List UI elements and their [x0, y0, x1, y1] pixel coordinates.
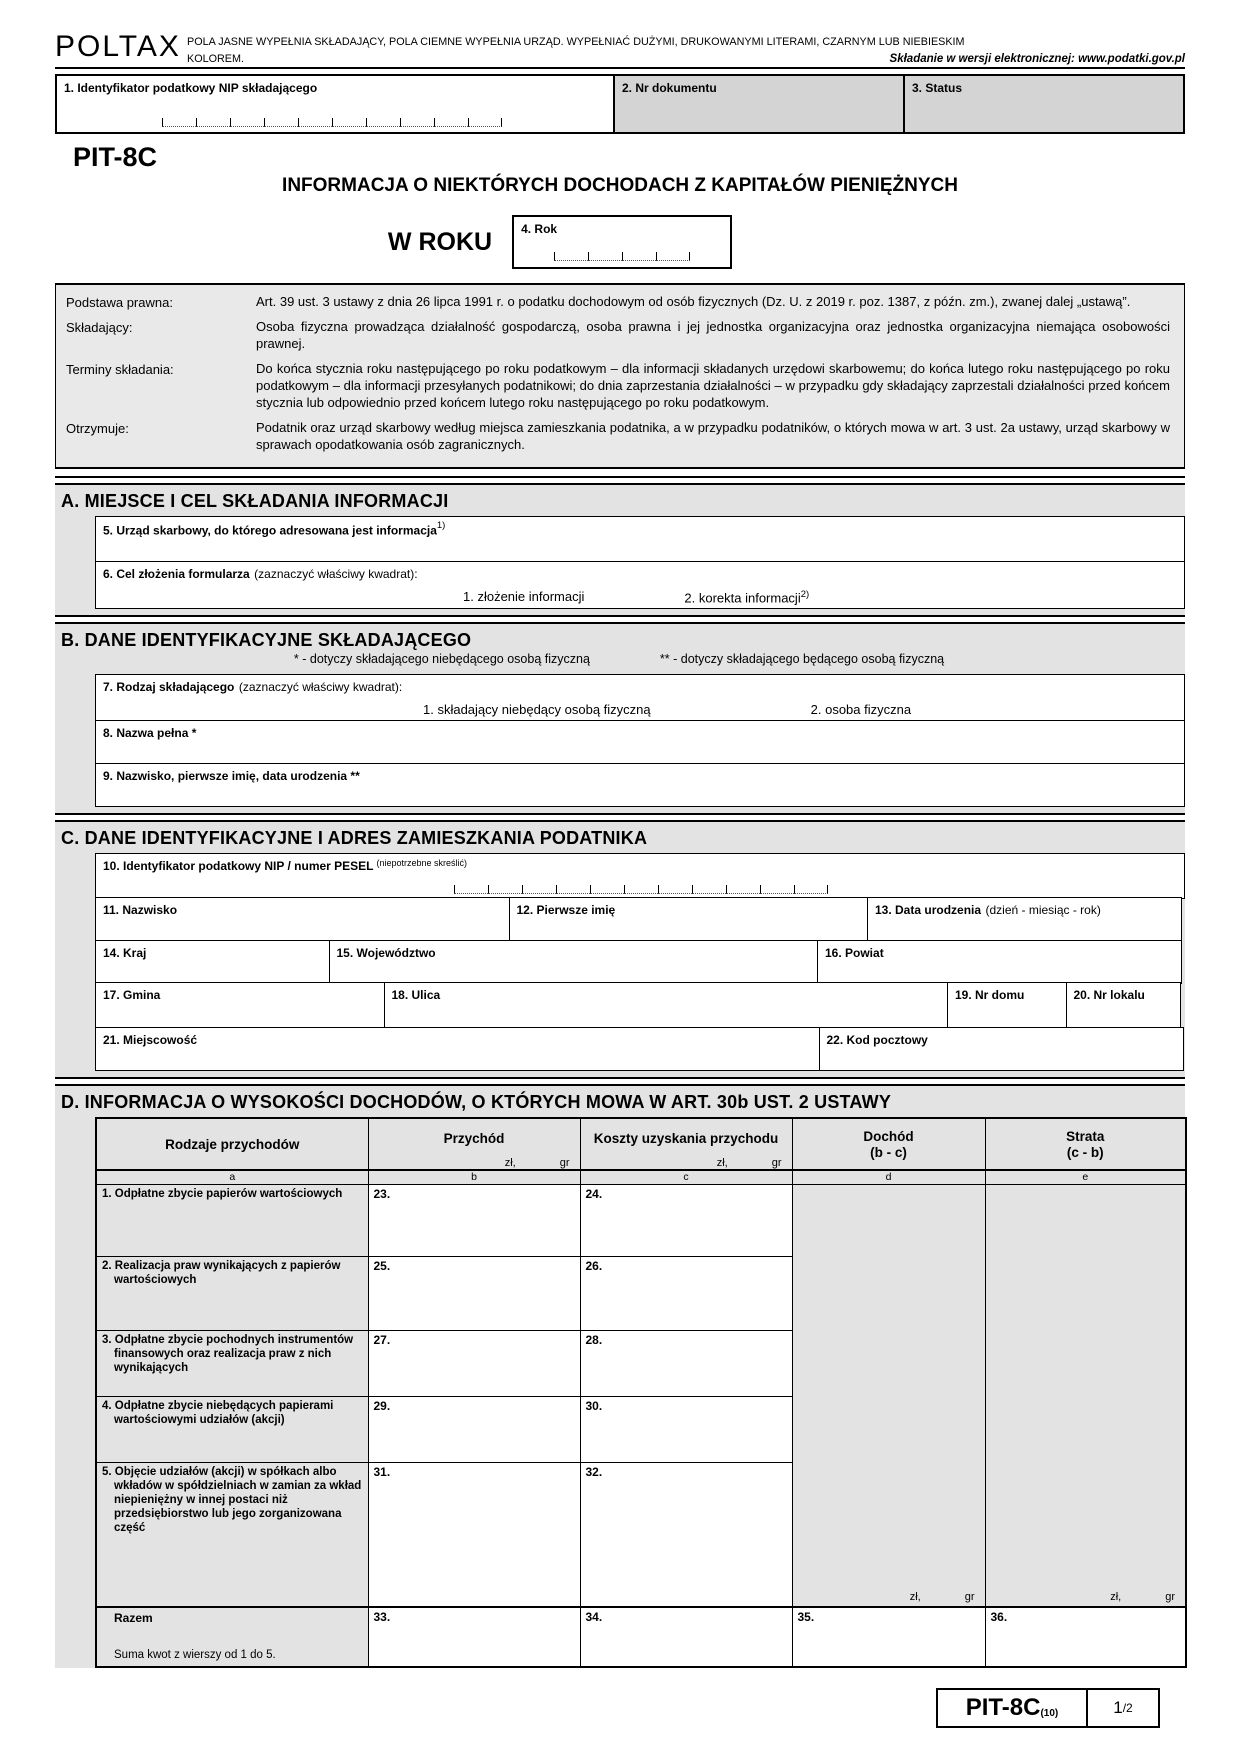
section-a-body	[55, 516, 1185, 615]
row-3-label: 3. Odpłatne zbycie pochodnych instrumentów finansowych oraz realizacja praw z nich wynikających	[96, 1331, 368, 1397]
field-20-apartment-number[interactable]	[1066, 982, 1181, 1028]
row-4-label: 4. Odpłatne zbycie niebędących papierami wartościowymi udziałów (akcji)	[96, 1397, 368, 1463]
legal-info-box	[55, 283, 1185, 469]
section-c	[55, 822, 1185, 1077]
section-c-header	[55, 822, 1185, 853]
table-row	[96, 1185, 1186, 1257]
field-19-house-number[interactable]	[947, 982, 1067, 1028]
address-row-4	[95, 1027, 1185, 1071]
legal-label: Podstawa prawna:	[66, 295, 173, 311]
legal-label: Otrzymuje:	[66, 420, 129, 436]
option-not-natural-person[interactable]: 1. składający niebędący osobą fizyczną	[423, 701, 651, 717]
field-14-label: 14. Kraj	[103, 945, 147, 960]
column-letter-row	[96, 1170, 1186, 1185]
field-5-tax-office[interactable]	[95, 516, 1185, 562]
field-10-hint: (niepotrzebne skreślić)	[376, 857, 468, 868]
section-d-title: D. INFORMACJA O WYSOKOŚCI DOCHODÓW, O KTÓRYCH MOWA W ART. 30b UST. 2 USTAWY	[61, 1091, 892, 1112]
cell-28[interactable]: 28.	[580, 1331, 792, 1397]
footer-version: (10)	[1040, 1708, 1059, 1719]
field-14-country[interactable]	[95, 940, 330, 984]
section-d	[55, 1086, 1185, 1668]
field-9-surname-firstname-birthdate[interactable]	[95, 763, 1185, 807]
page-current: 1	[1113, 1698, 1123, 1717]
total-label: Razem	[114, 1610, 153, 1625]
double-rule	[55, 67, 1185, 76]
page-total: /2	[1122, 1701, 1133, 1715]
legal-row	[66, 361, 1170, 412]
field-5-footnote: 1)	[436, 520, 446, 532]
total-row-label-cell	[96, 1607, 368, 1667]
cell-29[interactable]: 29.	[368, 1397, 580, 1463]
address-row-2	[95, 940, 1185, 984]
field-21-town[interactable]	[95, 1027, 820, 1071]
col-header-revenue-types: Rodzaje przychodów	[96, 1118, 368, 1170]
gr-label: gr	[559, 1156, 570, 1169]
section-d-body	[55, 1117, 1185, 1668]
total-sublabel: Suma kwot z wierszy od 1 do 5.	[114, 1649, 276, 1662]
footer-page-number	[1088, 1690, 1158, 1726]
field-6-purpose	[95, 561, 1185, 609]
letter-a: a	[96, 1170, 368, 1185]
field-22-label: 22. Kod pocztowy	[826, 1032, 928, 1047]
cell-36[interactable]: 36.	[985, 1607, 1186, 1667]
field-6-label: 6. Cel złożenia formularza	[103, 566, 250, 581]
section-a	[55, 485, 1185, 615]
section-a-header	[55, 485, 1185, 516]
section-b	[55, 624, 1185, 813]
row-5-label: 5. Objęcie udziałów (akcji) w spółkach albo wkładów w spółdzielniach w zamian za wkład niepieniężny w innej postaci niż przedsiębiorstwo lub jego zorganizowana część	[96, 1463, 368, 1607]
year-prefix: W ROKU	[387, 227, 493, 256]
note-double-star: ** - dotyczy składającego będącego osobą fizyczną	[659, 651, 945, 666]
loss-merged-cell	[985, 1185, 1186, 1607]
zl-label: zł,	[716, 1156, 728, 1169]
nip-field[interactable]	[57, 76, 613, 132]
legal-text: Art. 39 ust. 3 ustawy z dnia 26 lipca 1991 r. o podatku dochodowym od osób fizycznych (Dz. U. z 2019 r. poz. 1387, z późn. zm.), zwanej dalej „ustawą”.	[256, 294, 1131, 310]
cell-32[interactable]: 32.	[580, 1463, 792, 1607]
form-title: INFORMACJA O NIEKTÓRYCH DOCHODACH Z KAPITAŁÓW PIENIĘŻNYCH	[282, 175, 958, 197]
zl-label: zł,	[504, 1156, 516, 1169]
field-13-label: 13. Data urodzenia	[875, 903, 982, 918]
field-11-label: 11. Nazwisko	[103, 903, 178, 918]
instructions-line2: KOLOREM.	[187, 52, 244, 65]
field-5-label: 5. Urząd skarbowy, do którego adresowana jest informacja	[103, 523, 437, 538]
legal-text: Do końca stycznia roku następującego po roku podatkowym – dla informacji składanych urzędowi skarbowemu; do końca lutego roku następującego po roku podatkowym – dla informacji przesyłanych podatnikowi; do dnia zaprzestania działalności – w przypadku gdy składający zaprzestali działalności przed końcem stycznia lub odpowiednio przed końcem lutego roku następującego po roku podatkowym.	[256, 360, 1170, 410]
address-row-3	[95, 982, 1185, 1028]
double-rule	[55, 813, 1185, 822]
field-21-label: 21. Miejscowość	[103, 1032, 198, 1047]
footer-code-text: PIT-8C	[965, 1694, 1041, 1721]
field-22-postal-code[interactable]	[819, 1027, 1184, 1071]
legal-text: Osoba fizyczna prowadząca działalność gospodarczą, osoba prawna i jej jednostka organizacyjna oraz jednostka organizacyjna niemająca osobowości prawnej.	[256, 319, 1170, 352]
option-zlozenie-informacji[interactable]: 1. złożenie informacji	[463, 588, 585, 604]
letter-b: b	[368, 1170, 580, 1185]
field-20-label: 20. Nr lokalu	[1073, 988, 1145, 1003]
col-header-costs: Koszty uzyskania przychodu zł, gr	[580, 1118, 792, 1170]
instructions-line1: POLA JASNE WYPEŁNIA SKŁADAJĄCY, POLA CIEMNE WYPEŁNIA URZĄD. WYPEŁNIAĆ DUŻYMI, DRUKOWANYMI LITERAMI, CZARNYM LUB NIEBIESKIM	[187, 36, 965, 48]
income-merged-cell	[792, 1185, 985, 1607]
cell-35[interactable]: 35.	[792, 1607, 985, 1667]
cell-26[interactable]: 26.	[580, 1257, 792, 1331]
row-1-label: 1. Odpłatne zbycie papierów wartościowych	[96, 1185, 368, 1257]
cell-34[interactable]: 34.	[580, 1607, 792, 1667]
year-field-label: 4. Rok	[521, 222, 558, 237]
address-row-1	[95, 897, 1185, 941]
year-comb-input[interactable]	[554, 252, 690, 261]
legal-text: Podatnik oraz urząd skarbowy według miejsca zamieszkania podatnika, a w przypadku podatników, o których mowa w art. 3 ust. 2a ustawy, urząd skarbowy w sprawach opodatkowania osób zagranicznych.	[256, 419, 1170, 452]
field-17-commune[interactable]	[95, 982, 385, 1028]
row-2-label: 2. Realizacja praw wynikających z papierów wartościowych	[96, 1257, 368, 1331]
footer-form-code	[938, 1690, 1088, 1726]
field-11-surname[interactable]	[95, 897, 510, 941]
nip-field-label: 1. Identyfikator podatkowy NIP składającego	[64, 81, 318, 96]
gr-label: gr	[964, 1590, 975, 1603]
letter-e: e	[985, 1170, 1186, 1185]
form-header	[55, 30, 1185, 67]
cell-33[interactable]: 33.	[368, 1607, 580, 1667]
col-header-revenue: Przychód zł, gr	[368, 1118, 580, 1170]
doc-number-label: 2. Nr dokumentu	[622, 81, 717, 96]
field-7-filer-type	[95, 674, 1185, 722]
total-row	[96, 1607, 1186, 1667]
letter-d: d	[792, 1170, 985, 1185]
field-13-birth-date[interactable]	[867, 897, 1182, 941]
col-header-loss: Strata (c - b)	[985, 1118, 1186, 1170]
gr-label: gr	[771, 1156, 782, 1169]
field-19-label: 19. Nr domu	[955, 988, 1025, 1003]
gr-label: gr	[1165, 1590, 1175, 1603]
legal-label: Terminy składania:	[66, 361, 174, 377]
efiling-note: Składanie w wersji elektronicznej: www.podatki.gov.pl	[889, 52, 1185, 65]
field-15-label: 15. Województwo	[336, 945, 436, 960]
legal-row	[66, 420, 1170, 454]
field-7-label: 7. Rodzaj składającego	[103, 679, 235, 694]
year-row	[55, 215, 1065, 269]
section-b-notes	[61, 651, 1177, 670]
legal-row	[66, 294, 1170, 311]
field-8-label: 8. Nazwa pełna *	[103, 726, 197, 741]
section-d-header	[55, 1086, 1185, 1117]
cell-23[interactable]: 23.	[368, 1185, 580, 1257]
cell-24[interactable]: 24.	[580, 1185, 792, 1257]
field-7-hint: (zaznaczyć właściwy kwadrat):	[238, 679, 403, 694]
year-field[interactable]	[512, 215, 732, 269]
top-field-row	[55, 76, 1185, 134]
field-13-hint: (dzień - miesiąc - rok)	[985, 903, 1101, 918]
page-footer-box	[936, 1688, 1160, 1728]
form-code-title: PIT-8C	[73, 142, 158, 173]
double-rule	[55, 1077, 1185, 1086]
legal-label: Składający:	[66, 320, 133, 336]
field-10-nip-pesel[interactable]	[95, 853, 1185, 899]
income-table	[95, 1117, 1187, 1668]
field-8-full-name[interactable]	[95, 720, 1185, 764]
income-table-header-row	[96, 1118, 1186, 1170]
header-instructions	[187, 30, 1185, 67]
field-18-label: 18. Ulica	[391, 988, 441, 1003]
section-b-body	[55, 674, 1185, 813]
field-10-label: 10. Identyfikator podatkowy NIP / numer PESEL	[103, 858, 374, 873]
field-15-voivodeship[interactable]	[329, 940, 819, 984]
doc-number-field	[613, 76, 903, 132]
poltax-logo: POLTAX	[55, 30, 181, 63]
option-korekta-footnote: 2)	[800, 588, 810, 600]
zl-label: zł,	[1110, 1590, 1122, 1603]
status-field	[903, 76, 1183, 132]
cell-25[interactable]: 25.	[368, 1257, 580, 1331]
nip-comb-input[interactable]	[162, 118, 502, 127]
letter-c: c	[580, 1170, 792, 1185]
option-natural-person[interactable]: 2. osoba fizyczna	[810, 701, 912, 717]
field-16-label: 16. Powiat	[825, 945, 884, 960]
status-label: 3. Status	[912, 81, 963, 96]
legal-row	[66, 319, 1170, 353]
section-c-title: C. DANE IDENTYFIKACYJNE I ADRES ZAMIESZKANIA PODATNIKA	[61, 827, 648, 848]
field-18-street[interactable]	[384, 982, 949, 1028]
option-korekta-label: 2. korekta informacji	[684, 590, 801, 606]
cell-30[interactable]: 30.	[580, 1397, 792, 1463]
field-12-label: 12. Pierwsze imię	[516, 903, 616, 918]
field-6-hint: (zaznaczyć właściwy kwadrat):	[254, 566, 418, 581]
option-korekta-informacji[interactable]	[684, 589, 809, 605]
double-rule	[55, 615, 1185, 624]
field-9-label: 9. Nazwisko, pierwsze imię, data urodzenia **	[103, 768, 360, 783]
note-single-star: * - dotyczy składającego niebędącego osobą fizyczną	[293, 651, 590, 666]
field-12-first-name[interactable]	[509, 897, 869, 941]
section-b-title: B. DANE IDENTYFIKACYJNE SKŁADAJĄCEGO	[61, 629, 472, 650]
col-header-income: Dochód (b - c)	[792, 1118, 985, 1170]
cell-27[interactable]: 27.	[368, 1331, 580, 1397]
section-b-header	[55, 624, 1185, 674]
double-rule	[55, 476, 1185, 485]
section-a-title: A. MIEJSCE I CEL SKŁADANIA INFORMACJI	[61, 491, 449, 512]
field-17-label: 17. Gmina	[103, 988, 161, 1003]
cell-31[interactable]: 31.	[368, 1463, 580, 1607]
field-16-county[interactable]	[817, 940, 1182, 984]
pesel-comb-input[interactable]	[454, 885, 828, 894]
section-c-body	[55, 853, 1185, 1077]
zl-label: zł,	[909, 1590, 921, 1603]
